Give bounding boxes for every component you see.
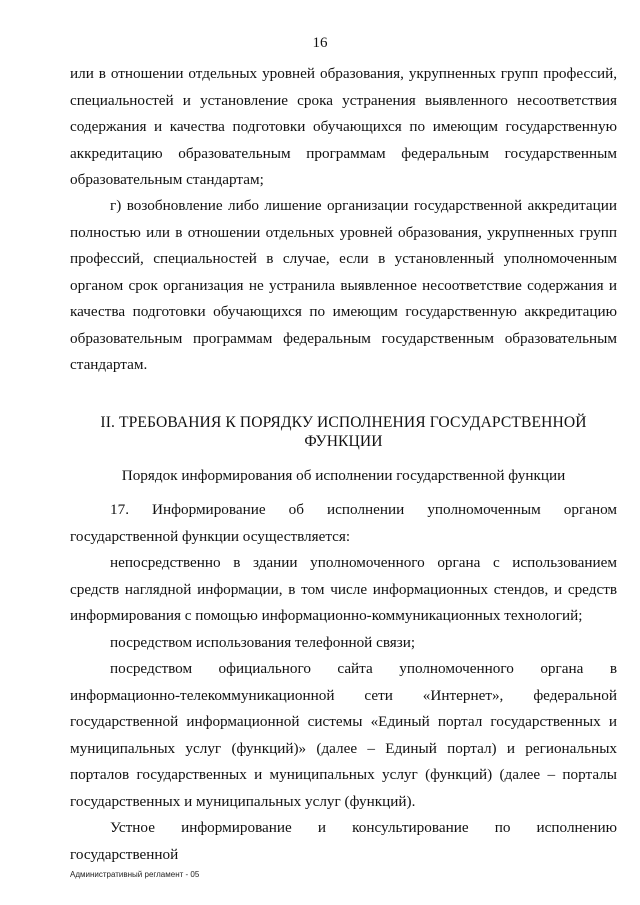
paragraph-in-building: непосредственно в здании уполномоченного органа с использованием средств наглядной информации, в том числе информационных стендов, и средств информирования с помощью информационно-коммуникационных технологий;	[70, 554, 617, 624]
paragraph-phone: посредством использования телефонной связи;	[110, 633, 416, 651]
paragraph-website: посредством официального сайта уполномоченного органа в информационно-телекоммуникационной сети «Интернет», федеральной государственной информационной системы «Единый портал государственных и муниципальных услуг (функций)» (далее – Единый портал) и региональных порталов государственных и муниципальных услуг (функций) (далее – порталы государственных и муниципальных услуг (функций).	[70, 660, 617, 810]
paragraph-oral-info: Устное информирование и консультирование по исполнению государственной	[70, 819, 617, 863]
subsection-title: Порядок информирования об исполнении государственной функции	[121, 467, 566, 484]
page-number: 16	[312, 35, 328, 51]
paragraph-continuation: или в отношении отдельных уровней образования, укрупненных групп профессий, специальностей и установление срока устранения выявленного несоответствия содержания и качества подготовки обучающихся по имеющим государственную аккредитацию образовательным программам федеральным государственным образовательным стандартам;	[70, 65, 617, 188]
text-block-top	[70, 61, 617, 194]
text-block-bottom	[70, 497, 617, 868]
text-block-item-g	[70, 193, 617, 379]
footer-label: Административный регламент - 05	[70, 870, 200, 879]
paragraph-item-17: 17. Информирование об исполнении уполномоченным органом государственной функции осуществляется:	[70, 501, 617, 545]
section-title: II. ТРЕБОВАНИЯ К ПОРЯДКУ ИСПОЛНЕНИЯ ГОСУДАРСТВЕННОЙ ФУНКЦИИ	[100, 414, 587, 450]
paragraph-item-g: г) возобновление либо лишение организации государственной аккредитации полностью или в отношении отдельных уровней образования, укрупненных групп профессий, специальностей в случае, если в установленный уполномоченным органом срок организация не устранила выявленное несоответствие содержания и качества подготовки обучающихся по имеющим государственную аккредитацию образовательным программам федеральным государственным образовательным стандартам.	[70, 197, 617, 373]
